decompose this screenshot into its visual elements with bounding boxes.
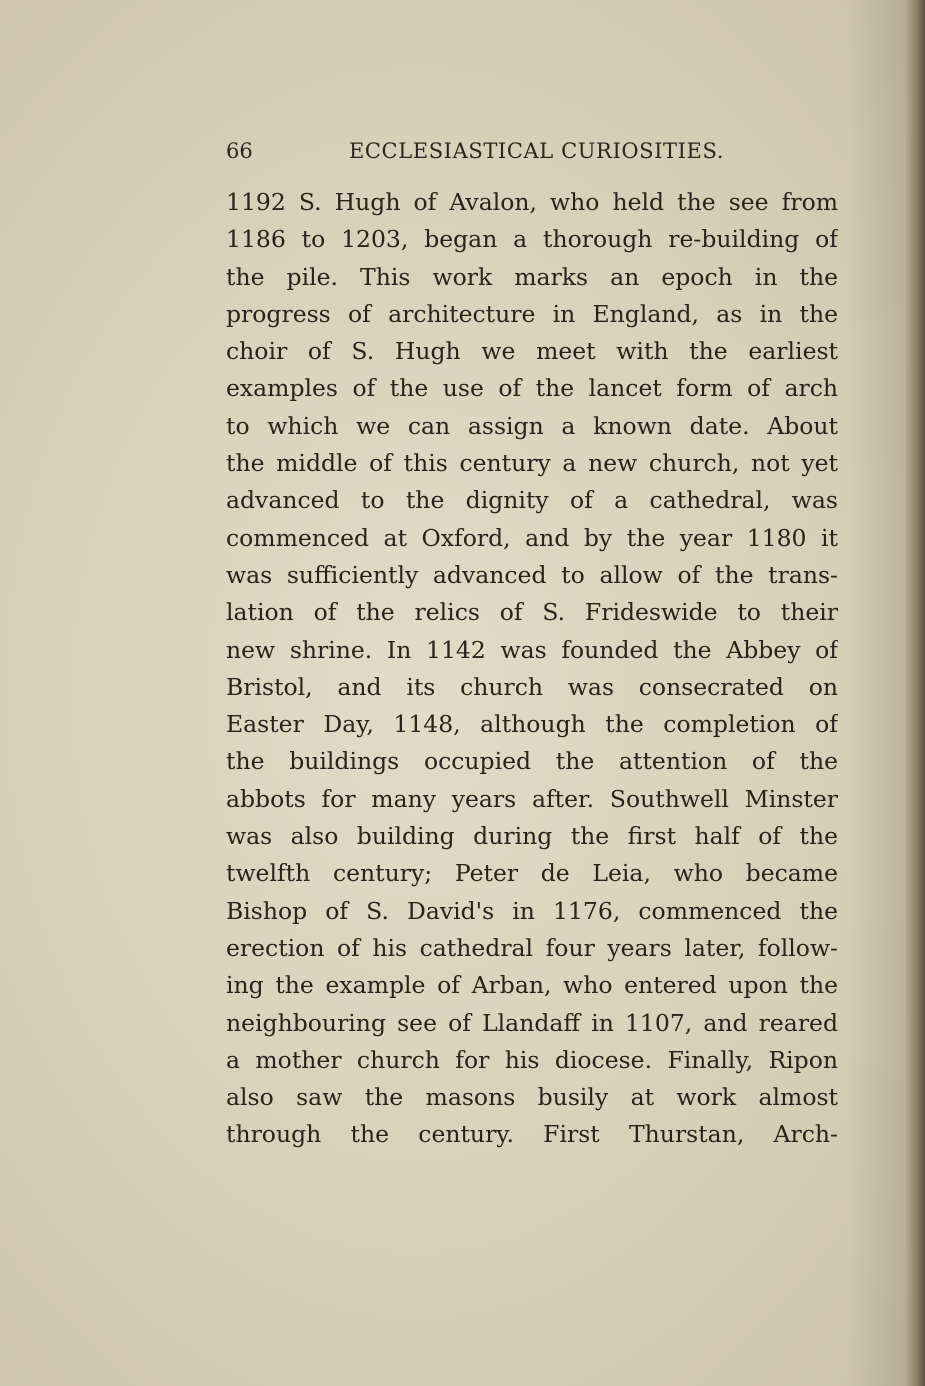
running-header [226,137,724,171]
text-line: twelfth century; Peter de Leia, who became [226,859,838,888]
text-line: Bristol, and its church was consecrated on [226,672,838,701]
text-line: progress of architecture in England, as in the [226,299,838,328]
text-line: was sufficiently advanced to allow of the trans- [226,560,838,589]
text-line: the pile. This work marks an epoch in the [226,262,838,291]
text-line: also saw the masons busily at work almost [226,1083,838,1112]
text-line: ing the example of Arban, who entered upon the [226,971,838,1000]
text-line: neighbouring see of Llandaff in 1107, and reared [226,1008,838,1037]
text-line: choir of S. Hugh we meet with the earliest [226,337,838,366]
text-line: the buildings occupied the attention of the [226,747,838,776]
text-line: new shrine. In 1142 was founded the Abbey of [226,635,838,664]
running-title: ECCLESIASTICAL CURIOSITIES. [348,139,724,163]
text-line: to which we can assign a known date. About [226,411,838,440]
body-text [226,184,838,1154]
text-line: Bishop of S. David's in 1176, commenced the [226,896,838,925]
text-line: erection of his cathedral four years later, follow- [226,933,838,962]
book-spine-edge [905,0,925,1386]
page-edge-shadow [845,0,905,1386]
text-line: abbots for many years after. Southwell Minster [226,784,838,813]
text-line: examples of the use of the lancet form of arch [226,374,838,403]
text-line: commenced at Oxford, and by the year 1180 it [226,523,838,552]
text-line: 1192 S. Hugh of Avalon, who held the see from [226,188,838,216]
text-line: a mother church for his diocese. Finally, Ripon [226,1045,838,1074]
text-line: Easter Day, 1148, although the completion of [226,710,838,739]
text-line: the middle of this century a new church, not yet [226,449,838,478]
text-line: through the century. First Thurstan, Arch- [226,1120,838,1149]
page-number: 66 [226,139,253,163]
text-line: 1186 to 1203, began a thorough re-building of [226,225,838,254]
text-line: was also building during the first half of the [226,822,838,851]
text-line: lation of the relics of S. Frideswide to their [226,598,838,627]
text-line: advanced to the dignity of a cathedral, was [226,486,838,515]
